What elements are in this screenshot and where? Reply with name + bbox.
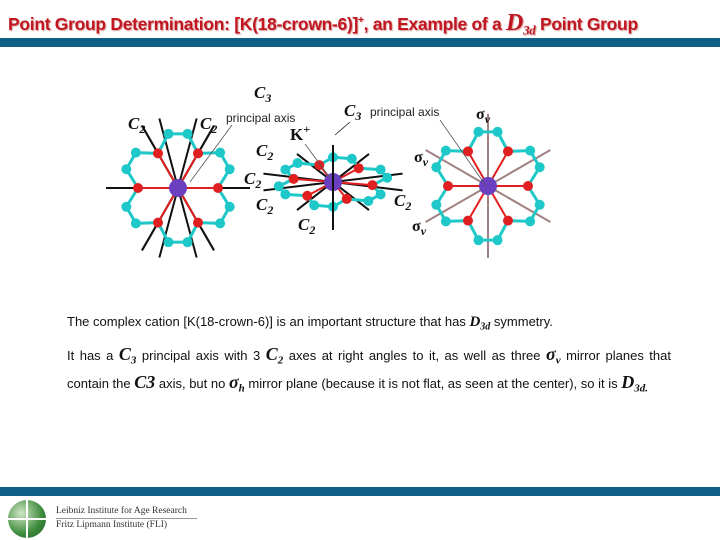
potassium-label: K+ [290,122,311,144]
fli-logo [8,500,46,538]
oxygen-atom [289,174,299,184]
carbon-atom [215,218,225,228]
oxygen-atom [193,218,203,228]
oxygen-atom [443,181,453,191]
oxygen-atom [153,218,163,228]
carbon-atom [363,196,373,206]
oxygen-atom [354,163,364,173]
c2-label: $C_2$ [200,114,218,136]
carbon-atom [535,200,545,210]
oxygen-atom [367,180,377,190]
paragraph-symmetry: The complex cation [K(18-crown-6)] is an important structure that has $D_{3d}$ symmetry. [67,314,553,333]
c3-label: $C_3$ [254,83,272,105]
carbon-atom [382,173,392,183]
molecule-mirror-view [426,114,551,258]
carbon-atom [280,165,290,175]
sigma-v-label: $\sigma_v$ [476,106,491,126]
sigma-v-label: $\sigma_v$ [414,149,429,169]
carbon-atom [441,146,451,156]
oxygen-atom [503,216,513,226]
carbon-atom [225,202,235,212]
carbon-atom [163,237,173,247]
molecule-figure [0,80,720,260]
carbon-atom [473,127,483,137]
c2-label: $C_2$ [128,114,146,136]
oxygen-atom [302,191,312,201]
potassium-atom [169,179,187,197]
carbon-atom [493,127,503,137]
c2-label: $C_2$ [298,215,316,237]
principal-axis-label: principal axis [370,105,440,119]
carbon-atom [525,146,535,156]
carbon-atom [376,189,386,199]
carbon-atom [163,129,173,139]
carbon-atom [376,165,386,175]
c3-label: $C_3$ [344,101,362,123]
c2-label: $C_2$ [256,195,274,217]
oxygen-atom [342,194,352,204]
carbon-atom [347,154,357,164]
carbon-atom [280,189,290,199]
carbon-atom [183,129,193,139]
principal-axis-label: principal axis [226,111,296,125]
carbon-atom [535,162,545,172]
carbon-atom [493,235,503,245]
paragraph-explanation: It has a $C_3$ principal axis with 3 $C_2$ axes at right angles to it, as well as three $\sigma_v$ mirror planes that contain the C3 axis, but no $\sigma_h$ mirror plane (because it is not flat, as seen at the center), so it is $D_{3d.}$ [67,344,671,395]
molecule-side-view [263,145,402,230]
header-bar [0,38,720,47]
carbon-atom [441,216,451,226]
carbon-atom [309,200,319,210]
carbon-atom [131,148,141,158]
c2-label: $C_2$ [256,141,274,163]
carbon-atom [225,164,235,174]
c2-label: $C_2$ [244,169,262,191]
oxygen-atom [523,181,533,191]
c2-label: $C_2$ [394,191,412,213]
carbon-atom [131,218,141,228]
carbon-atom [525,216,535,226]
carbon-atom [274,181,284,191]
carbon-atom [473,235,483,245]
carbon-atom [121,164,131,174]
carbon-atom [293,158,303,168]
carbon-atom [431,200,441,210]
molecule-top-view [106,118,250,257]
institute-name: Leibniz Institute for Age Research Fritz Lipmann Institute (FLI) [56,505,197,532]
oxygen-atom [193,148,203,158]
oxygen-atom [503,146,513,156]
carbon-atom [121,202,131,212]
carbon-atom [215,148,225,158]
oxygen-atom [153,148,163,158]
oxygen-atom [133,183,143,193]
oxygen-atom [213,183,223,193]
slide-title: Point Group Determination: [K(18-crown-6)]+, an Example of a $D_{3d}$ Point Group [8,10,638,38]
sigma-v-label: $\sigma_v$ [412,218,427,238]
carbon-atom [183,237,193,247]
oxygen-atom [463,216,473,226]
footer-bar [0,487,720,496]
carbon-atom [431,162,441,172]
